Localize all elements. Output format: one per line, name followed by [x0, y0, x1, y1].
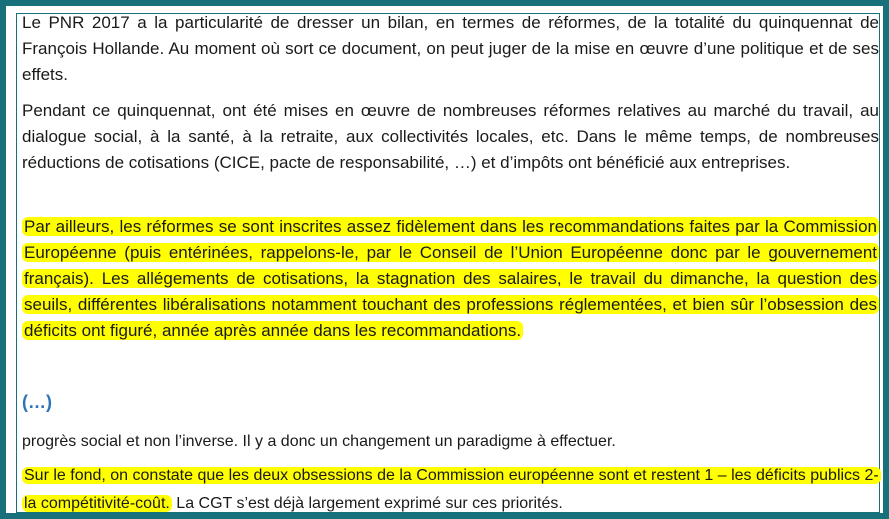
- highlighted-text-conclusion: Sur le fond, on constate que les deux obsessions de la Commission européenne sont et restent 1 – les déficits publics 2- la compétitivité-coût.: [24, 467, 879, 512]
- paragraph-reforms: Pendant ce quinquennat, ont été mises en œuvre de nombreuses réformes relatives au marché du travail, au dialogue social, à la santé, à la retraite, aux collectivités locales, etc. Dans le même temps, de nombreuses réductions de cotisations (CICE, pacte de responsabilité, …) et d’impôts ont bénéficié aux entreprises.: [22, 101, 879, 172]
- ellipsis-marker: (…): [22, 392, 52, 412]
- paragraph-conclusion: [22, 462, 879, 518]
- conclusion-rest: La CGT s’est déjà largement exprimé sur ces priorités.: [171, 495, 563, 512]
- paragraph-intro: Le PNR 2017 a la particularité de dresser un bilan, en termes de réformes, de la totalité du quinquennat de François Hollande. Au moment où sort ce document, on peut juger de la mise en œuvre d’une politique et de ses effets.: [22, 13, 879, 84]
- paragraph-paradigm: progrès social et non l’inverse. Il y a donc un changement un paradigme à effectuer.: [22, 433, 616, 450]
- highlighted-text: Par ailleurs, les réformes se sont inscrites assez fidèlement dans les recommandations faites par la Commission Européenne (puis entérinées, rappelons-le, par le Conseil de l’Union Européenne donc par le gouvernement français). Les allégements de cotisations, la stagnation des salaires, le travail du dimanche, la question des seuils, différentes libéralisations notamment touchant des professions réglementées, et bien sûr l’obsession des déficits ont figuré, année après année dans les recommandations.: [24, 217, 877, 340]
- paragraph-recommendations: [22, 214, 879, 344]
